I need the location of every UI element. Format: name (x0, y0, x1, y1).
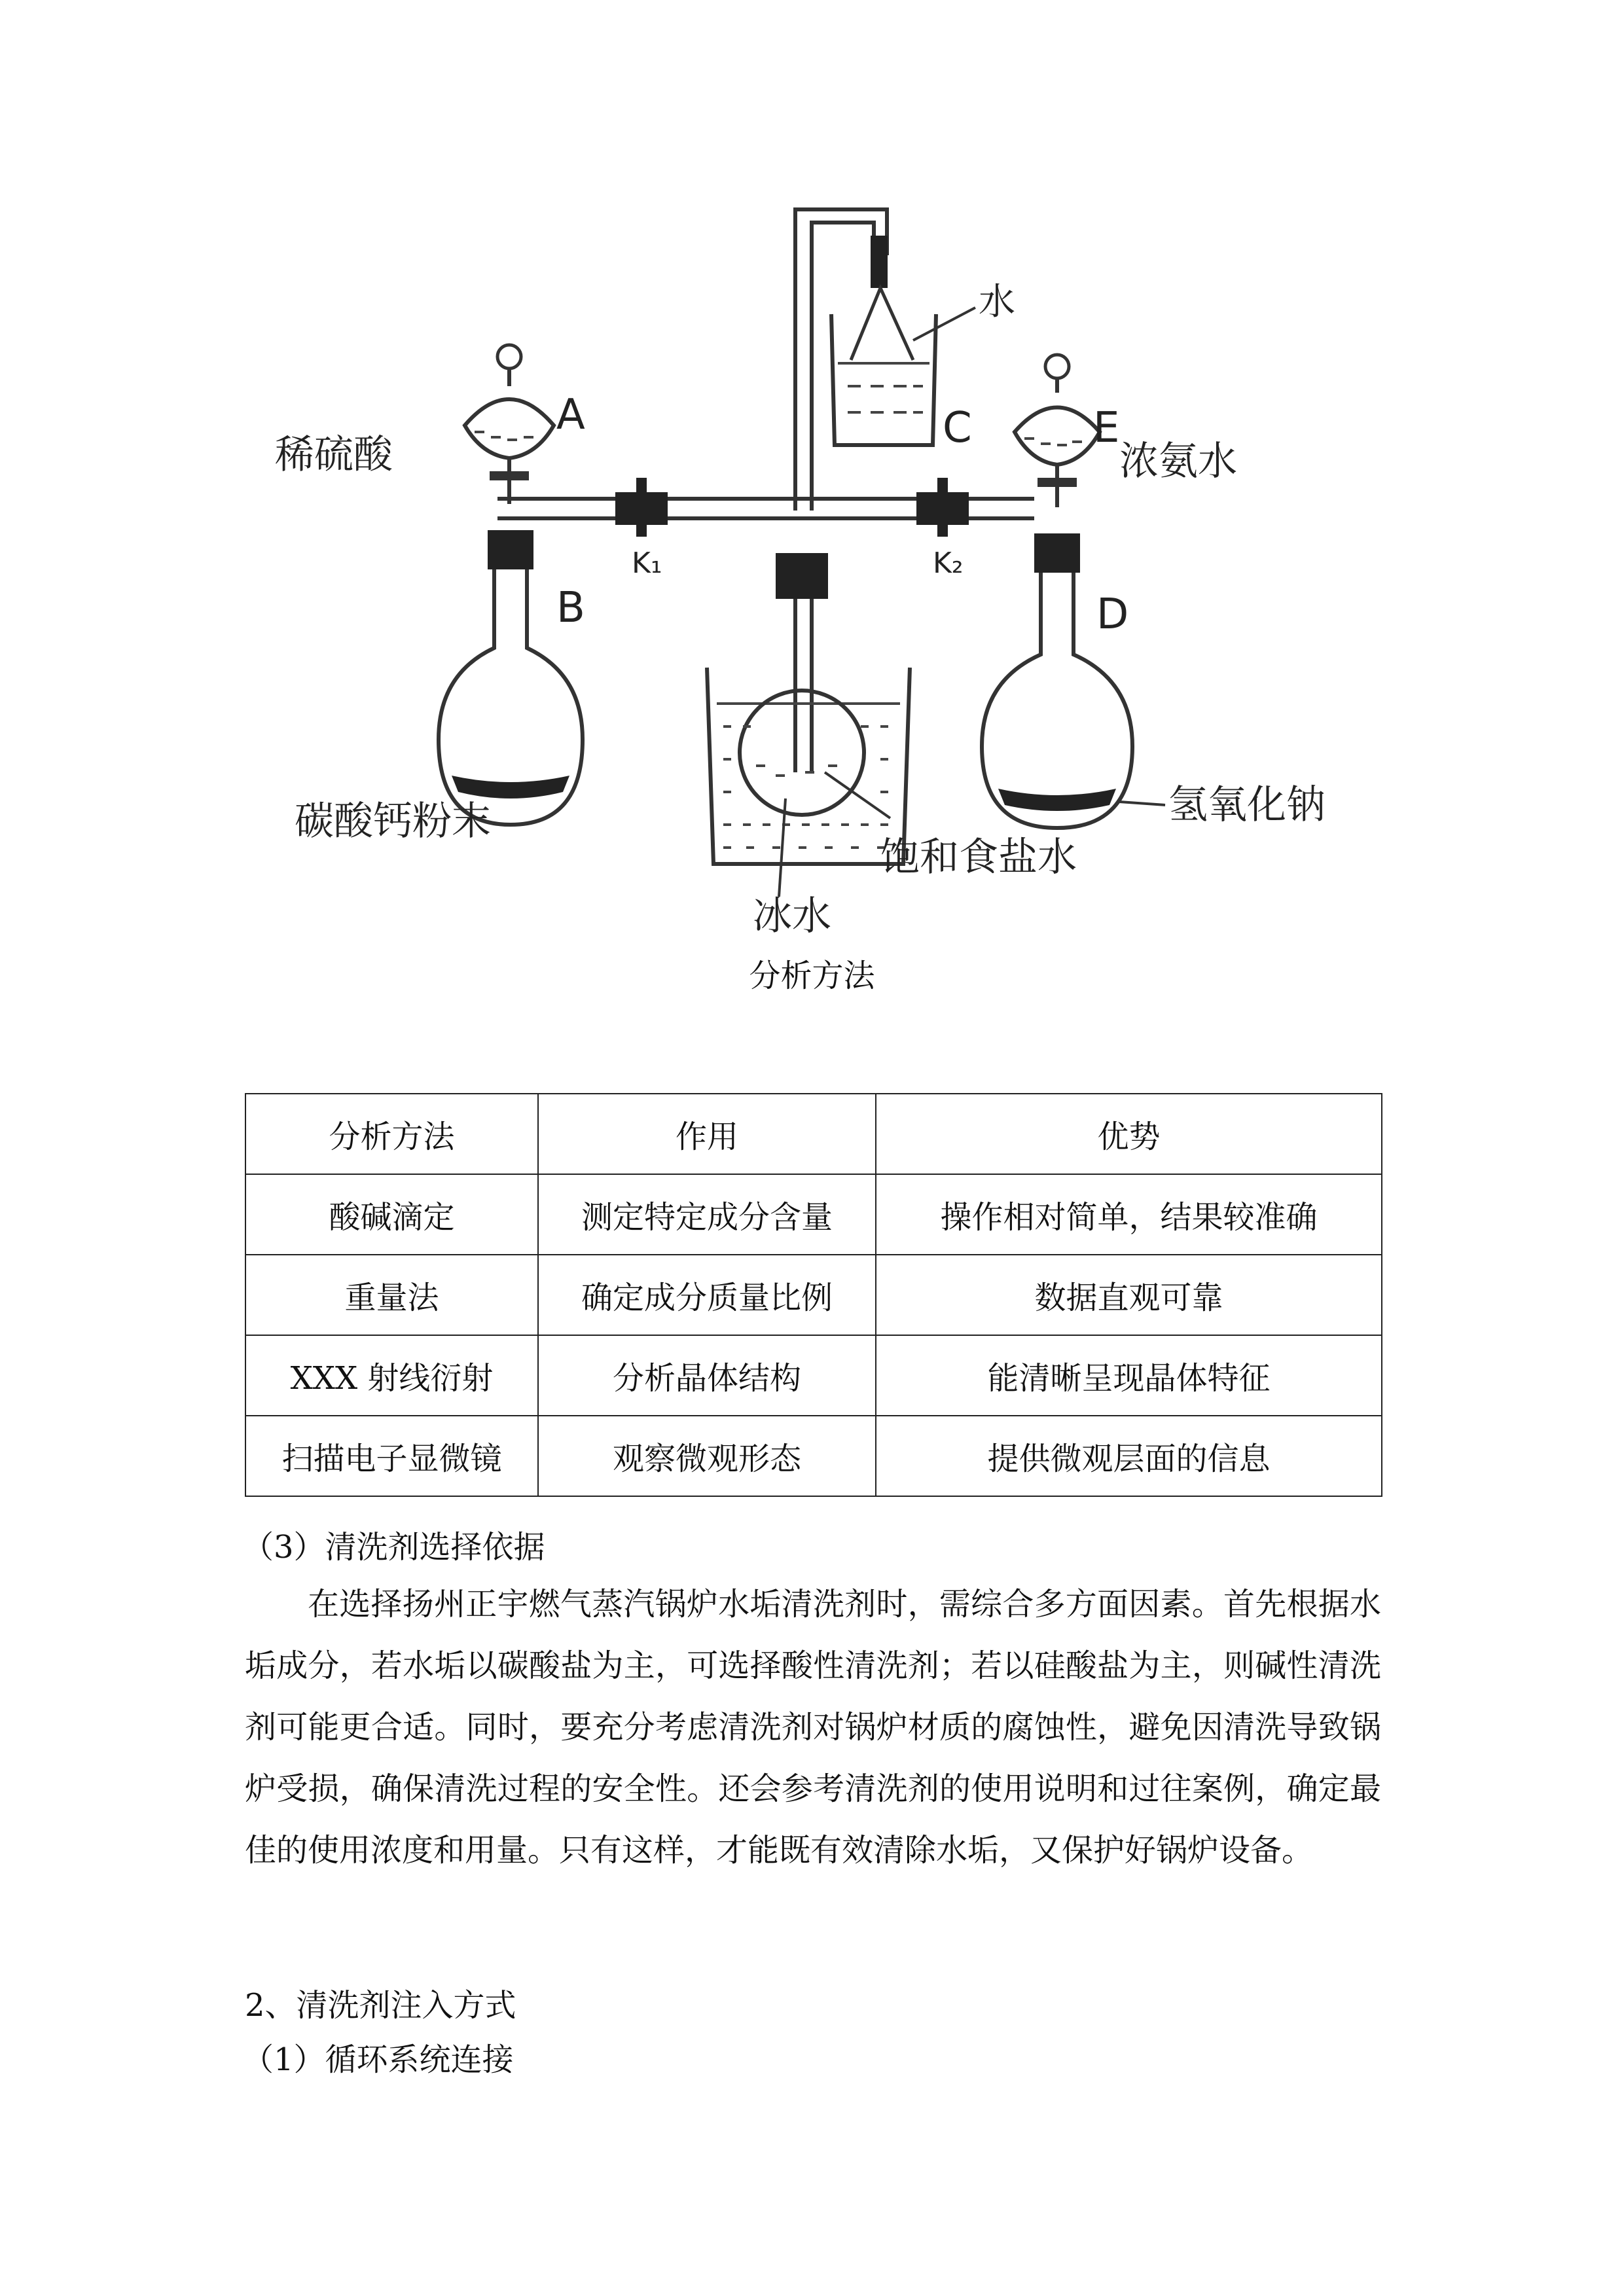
table-header-cell: 优势 (876, 1094, 1382, 1174)
table-cell: 分析晶体结构 (538, 1335, 876, 1416)
label-a: A (556, 391, 585, 439)
table-cell: 测定特定成分含量 (538, 1174, 876, 1255)
flask-d (982, 533, 1132, 828)
tube-to-c-inner (812, 223, 874, 511)
table-cell: 操作相对简单，结果较准确 (876, 1174, 1382, 1255)
table-header-cell: 分析方法 (245, 1094, 538, 1174)
stopcock-k1 (615, 478, 668, 537)
label-k1: K₁ (632, 547, 662, 580)
apparatus-figure (249, 196, 1375, 942)
section-3-paragraph: 在选择扬州正宇燃气蒸汽锅炉水垢清洗剂时，需综合多方面因素。首先根据水垢成分，若水垢以碳酸盐为主，可选择酸性清洗剂；若以硅酸盐为主，则碱性清洗剂可能更合适。同时，要充分考虑清洗剂对锅炉材质的腐蚀性，避免因清洗导致锅炉受损，确保清洗过程的安全性。还会参考清洗剂的使用说明和过往案例，确定最佳的使用浓度和用量。只有这样，才能既有效清除水垢，又保护好锅炉设备。 (245, 1586, 1381, 1869)
section-2-1-title: （1）循环系统连接 (242, 2041, 514, 2078)
section-3-title: （3）清洗剂选择依据 (242, 1529, 545, 1566)
table-row (245, 1416, 1382, 1496)
leader-sodium-hydroxide (1119, 802, 1165, 805)
label-saturated-brine: 饱和食盐水 (880, 834, 1077, 880)
label-c: C (943, 404, 972, 452)
rubber-tube-c (871, 236, 888, 288)
analysis-methods-table (245, 1093, 1382, 1497)
label-d: D (1096, 590, 1129, 639)
label-dilute-sulfuric-acid: 稀硫酸 (275, 432, 393, 478)
table-cell: 扫描电子显微镜 (245, 1416, 538, 1496)
table-cell: 数据直观可靠 (876, 1255, 1382, 1335)
table-cell: 重量法 (245, 1255, 538, 1335)
flask-b (439, 530, 583, 825)
table-cell: 提供微观层面的信息 (876, 1416, 1382, 1496)
label-e: E (1093, 404, 1120, 452)
label-k2: K₂ (933, 547, 964, 580)
table-row (245, 1335, 1382, 1416)
figure-caption: 分析方法 (749, 958, 875, 994)
section-2-title: 2、清洗剂注入方式 (245, 1987, 516, 2024)
label-conc-ammonia: 浓氨水 (1119, 439, 1237, 484)
table-header-cell: 作用 (538, 1094, 876, 1174)
label-ice-water: 冰水 (753, 893, 831, 939)
table-row (245, 1255, 1382, 1335)
label-calcium-carbonate-powder: 碳酸钙粉末 (295, 798, 491, 844)
label-sodium-hydroxide: 氢氧化钠 (1168, 782, 1326, 828)
stopcock-k2 (916, 478, 969, 537)
table-header-row (245, 1094, 1382, 1174)
ice-water-beaker (707, 553, 910, 864)
table-cell: XXX 射线衍射 (245, 1335, 538, 1416)
label-water: 水 (979, 281, 1015, 323)
separatory-funnel-a (465, 345, 554, 504)
label-b: B (556, 584, 585, 632)
table-cell: 观察微观形态 (538, 1416, 876, 1496)
leader-water (913, 308, 975, 340)
beaker-c (831, 288, 936, 445)
table-row (245, 1174, 1382, 1255)
table-cell: 能清晰呈现晶体特征 (876, 1335, 1382, 1416)
table-cell: 酸碱滴定 (245, 1174, 538, 1255)
apparatus-diagram (249, 196, 1375, 942)
separatory-funnel-e (1015, 355, 1100, 507)
table-cell: 确定成分质量比例 (538, 1255, 876, 1335)
